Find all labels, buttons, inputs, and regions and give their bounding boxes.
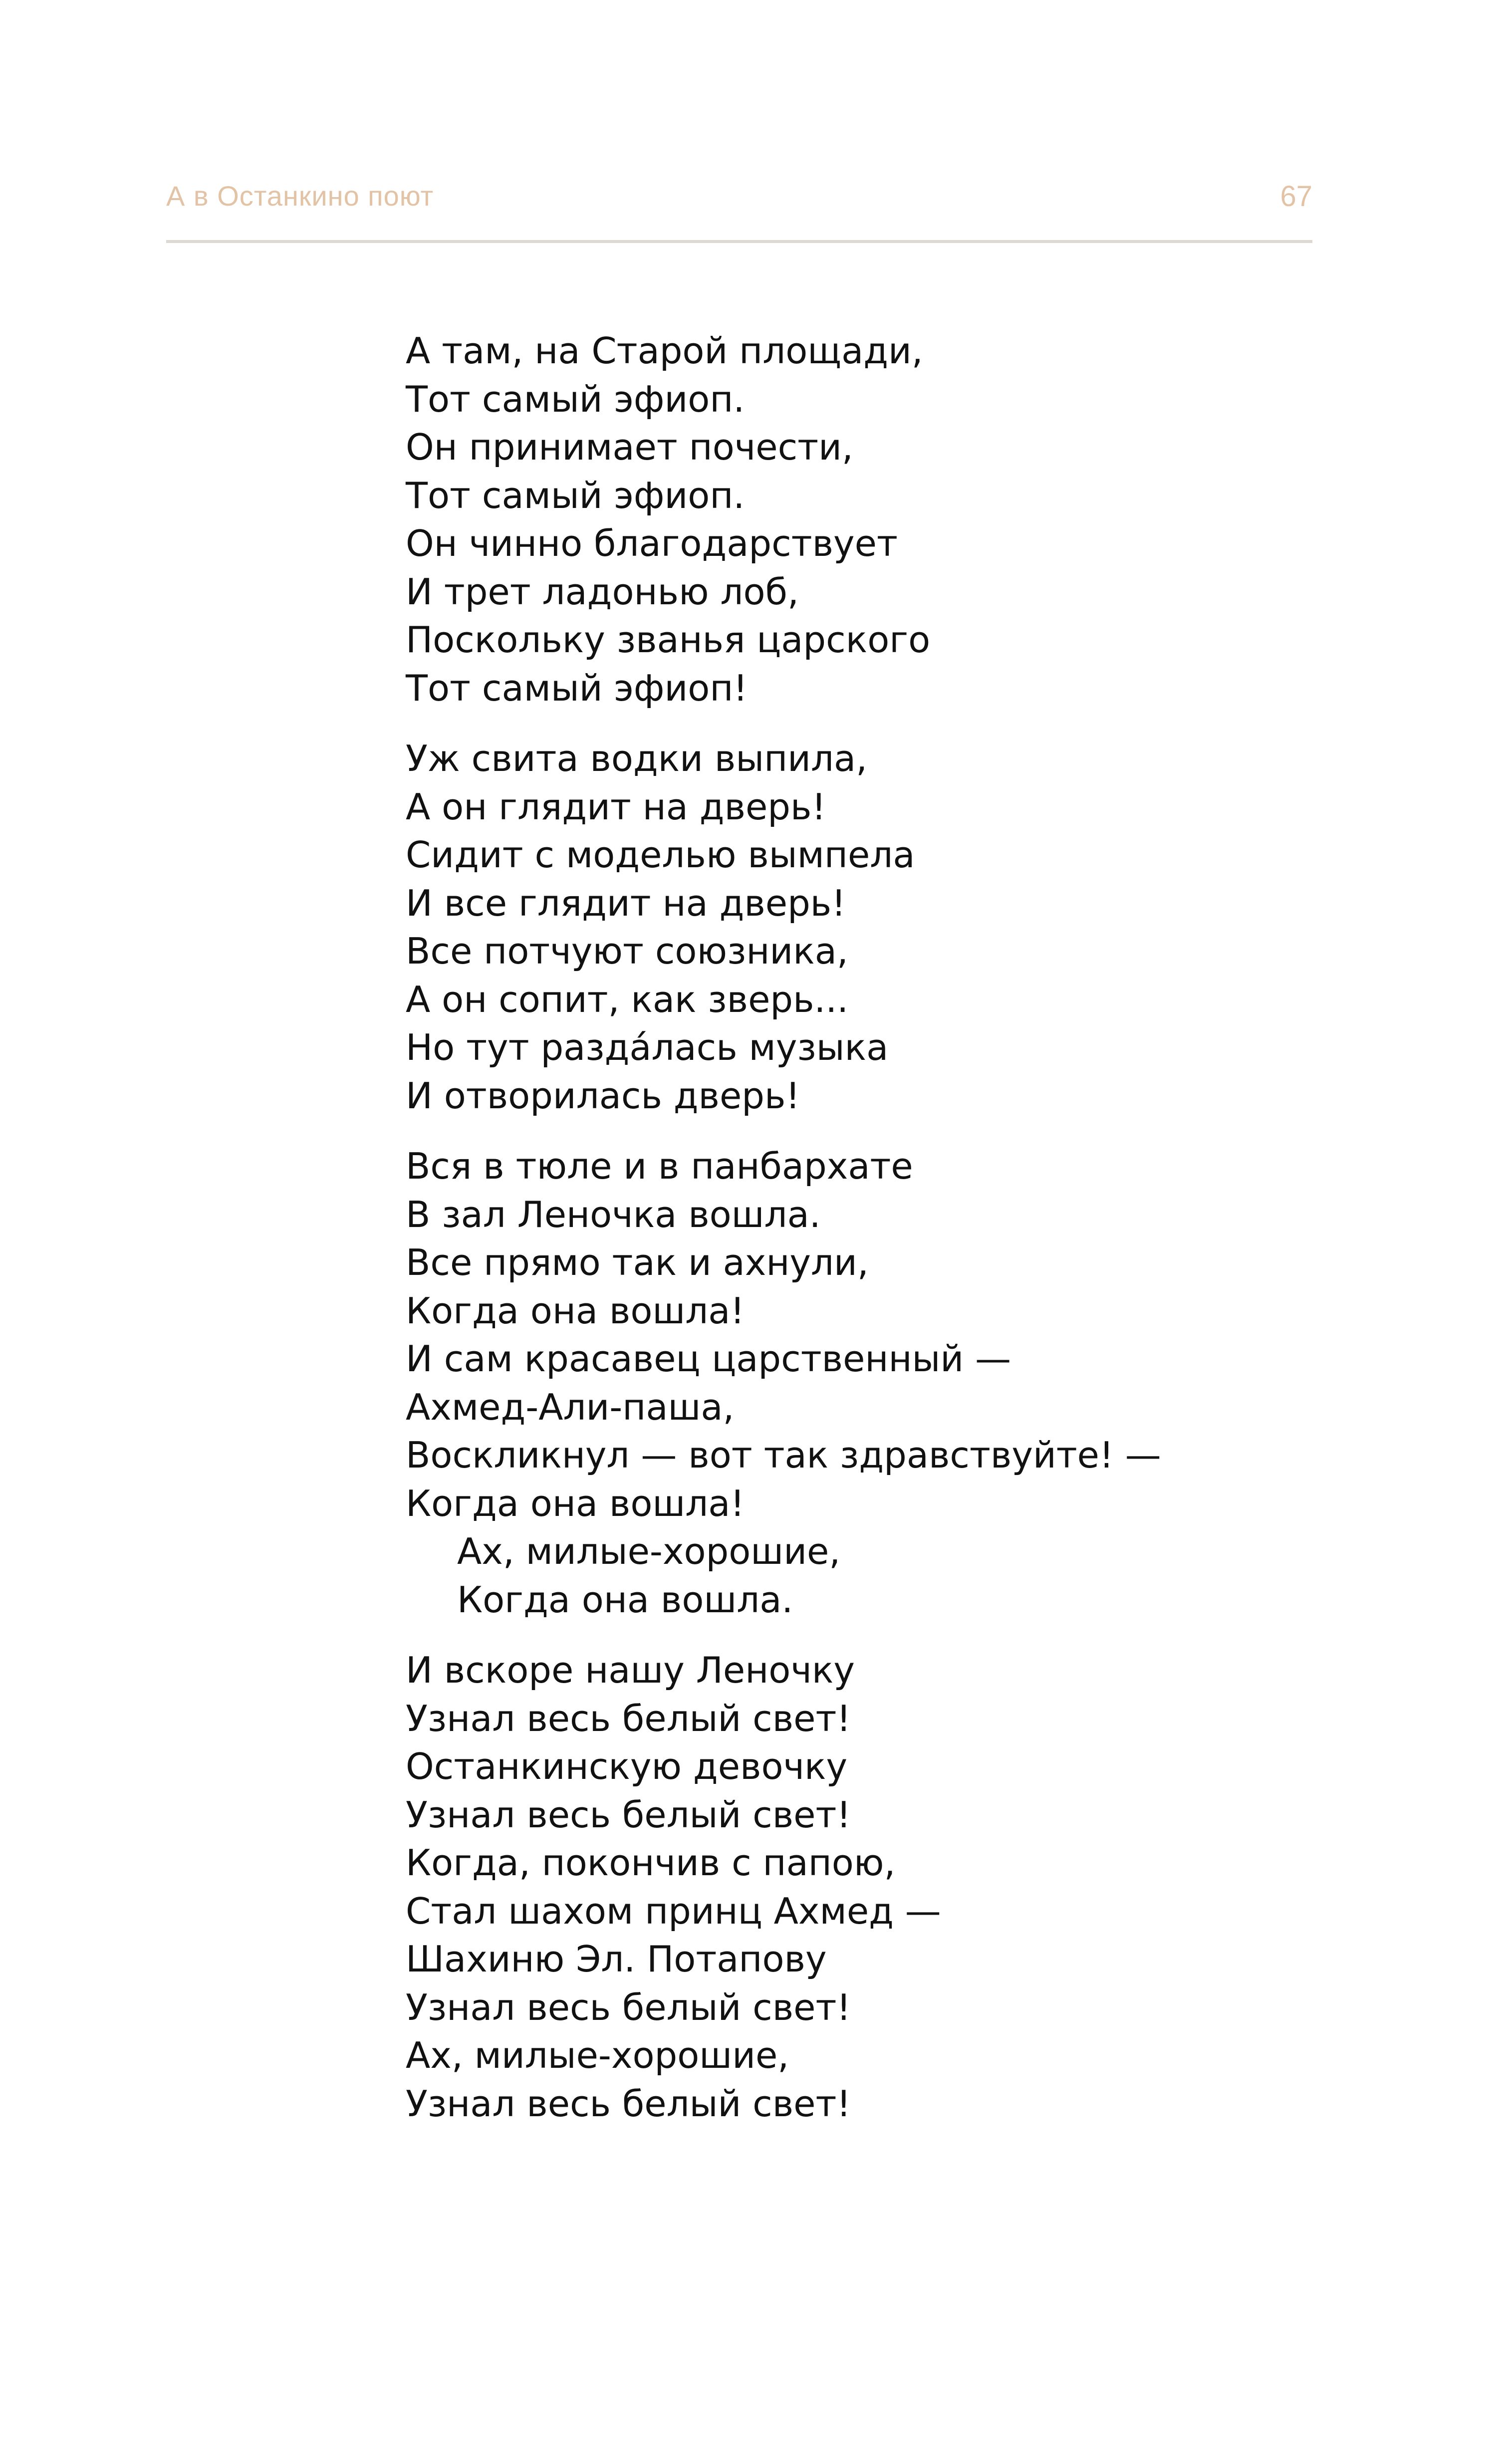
poem-line: Останкинскую девочку	[406, 1745, 848, 1787]
poem-line: Воскликнул — вот так здравствуйте! —	[406, 1434, 1161, 1476]
poem-line: Узнал весь белый свет!	[406, 1697, 851, 1739]
poem-line: И трет ладонью лоб,	[406, 570, 799, 613]
poem-line: Когда, покончив с папою,	[406, 1842, 896, 1884]
poem-line: А там, на Старой площади,	[406, 330, 923, 372]
poem-line: И все глядит на дверь!	[406, 882, 846, 924]
poem-line: Ахмед-Али-паша,	[406, 1386, 735, 1428]
poem-line: Когда она вошла!	[406, 1482, 745, 1524]
poem-line: Узнал весь белый свет!	[406, 1793, 851, 1836]
poem-line: Уж свита водки выпила,	[406, 738, 867, 779]
poem-line: Узнал весь белый свет!	[406, 2082, 851, 2125]
stanza-4	[406, 1646, 1354, 2128]
stanza-3	[406, 1142, 1354, 1624]
poem-line: Он чинно благодарствует	[406, 522, 898, 564]
poem-line: Тот самый эфиоп.	[406, 474, 745, 516]
page-number: 67	[1280, 180, 1312, 213]
poem-line-refrain: Когда она вошла.	[457, 1578, 793, 1621]
poem-line-refrain: Ах, милые-хорошие,	[457, 1530, 841, 1572]
poem-line: Вся в тюле и в панбархате	[406, 1145, 913, 1187]
stanza-1	[406, 327, 1354, 712]
poem-line: Но тут раздáлась музыка	[406, 1026, 889, 1068]
poem-line: А он глядит на дверь!	[406, 785, 826, 828]
poem-text	[406, 327, 1354, 2150]
running-title: А в Останкино поют	[166, 180, 434, 212]
header-rule	[166, 240, 1312, 243]
poem-line: В зал Леночка вошла.	[406, 1193, 821, 1235]
poem-line: Все потчуют союзника,	[406, 930, 848, 972]
poem-line: Поскольку званья царского	[406, 619, 931, 661]
poem-line: Тот самый эфиоп.	[406, 378, 745, 420]
poem-line: Он принимает почести,	[406, 426, 853, 468]
stanza-2	[406, 735, 1354, 1120]
poem-line: Стал шахом принц Ахмед —	[406, 1890, 941, 1932]
poem-line: И сам красавец царственный —	[406, 1338, 1011, 1380]
poem-line: А он сопит, как зверь...	[406, 978, 849, 1020]
poem-line: Узнал весь белый свет!	[406, 1986, 851, 2028]
poem-line: Шахиню Эл. Потапову	[406, 1938, 827, 1980]
poem-line: Тот самый эфиоп!	[406, 667, 748, 709]
poem-line: Когда она вошла!	[406, 1289, 745, 1332]
poem-line: Ах, милые-хорошие,	[406, 2034, 789, 2076]
poem-line: Все прямо так и ахнули,	[406, 1241, 869, 1283]
poem-line: И отворилась дверь!	[406, 1074, 800, 1117]
poem-line: И вскоре нашу Леночку	[406, 1649, 855, 1691]
poem-line: Сидит с моделью вымпела	[406, 834, 915, 876]
